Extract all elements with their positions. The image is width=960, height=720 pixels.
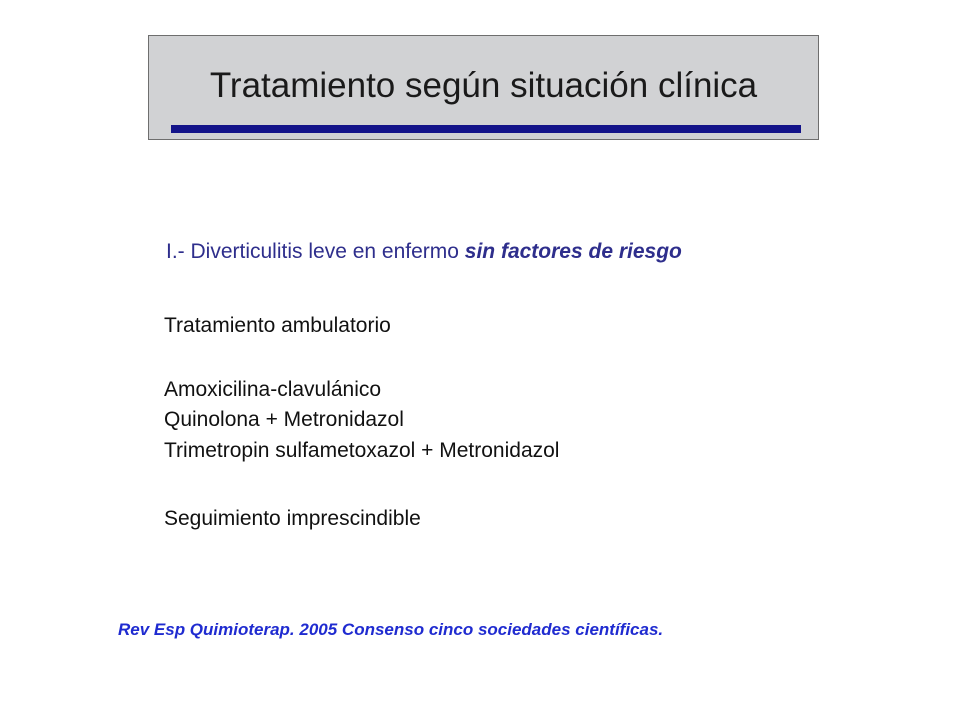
regimen-item: Trimetropin sulfametoxazol + Metronidazol (164, 439, 560, 462)
title-underline (171, 125, 801, 133)
slide-title: Tratamiento según situación clínica (209, 66, 758, 105)
title-box (148, 35, 819, 140)
citation: Rev Esp Quimioterap. 2005 Consenso cinco sociedades científicas. (118, 620, 664, 639)
treatment-type: Tratamiento ambulatorio (164, 314, 391, 337)
case-heading-prefix: I.- Diverticulitis leve en enfermo (166, 240, 465, 263)
regimen-item: Quinolona + Metronidazol (164, 408, 404, 431)
regimen-item: Amoxicilina-clavulánico (164, 378, 382, 401)
case-heading-emphasis: sin factores de riesgo (464, 240, 682, 263)
case-heading (166, 240, 682, 264)
followup-note: Seguimiento imprescindible (164, 507, 421, 530)
